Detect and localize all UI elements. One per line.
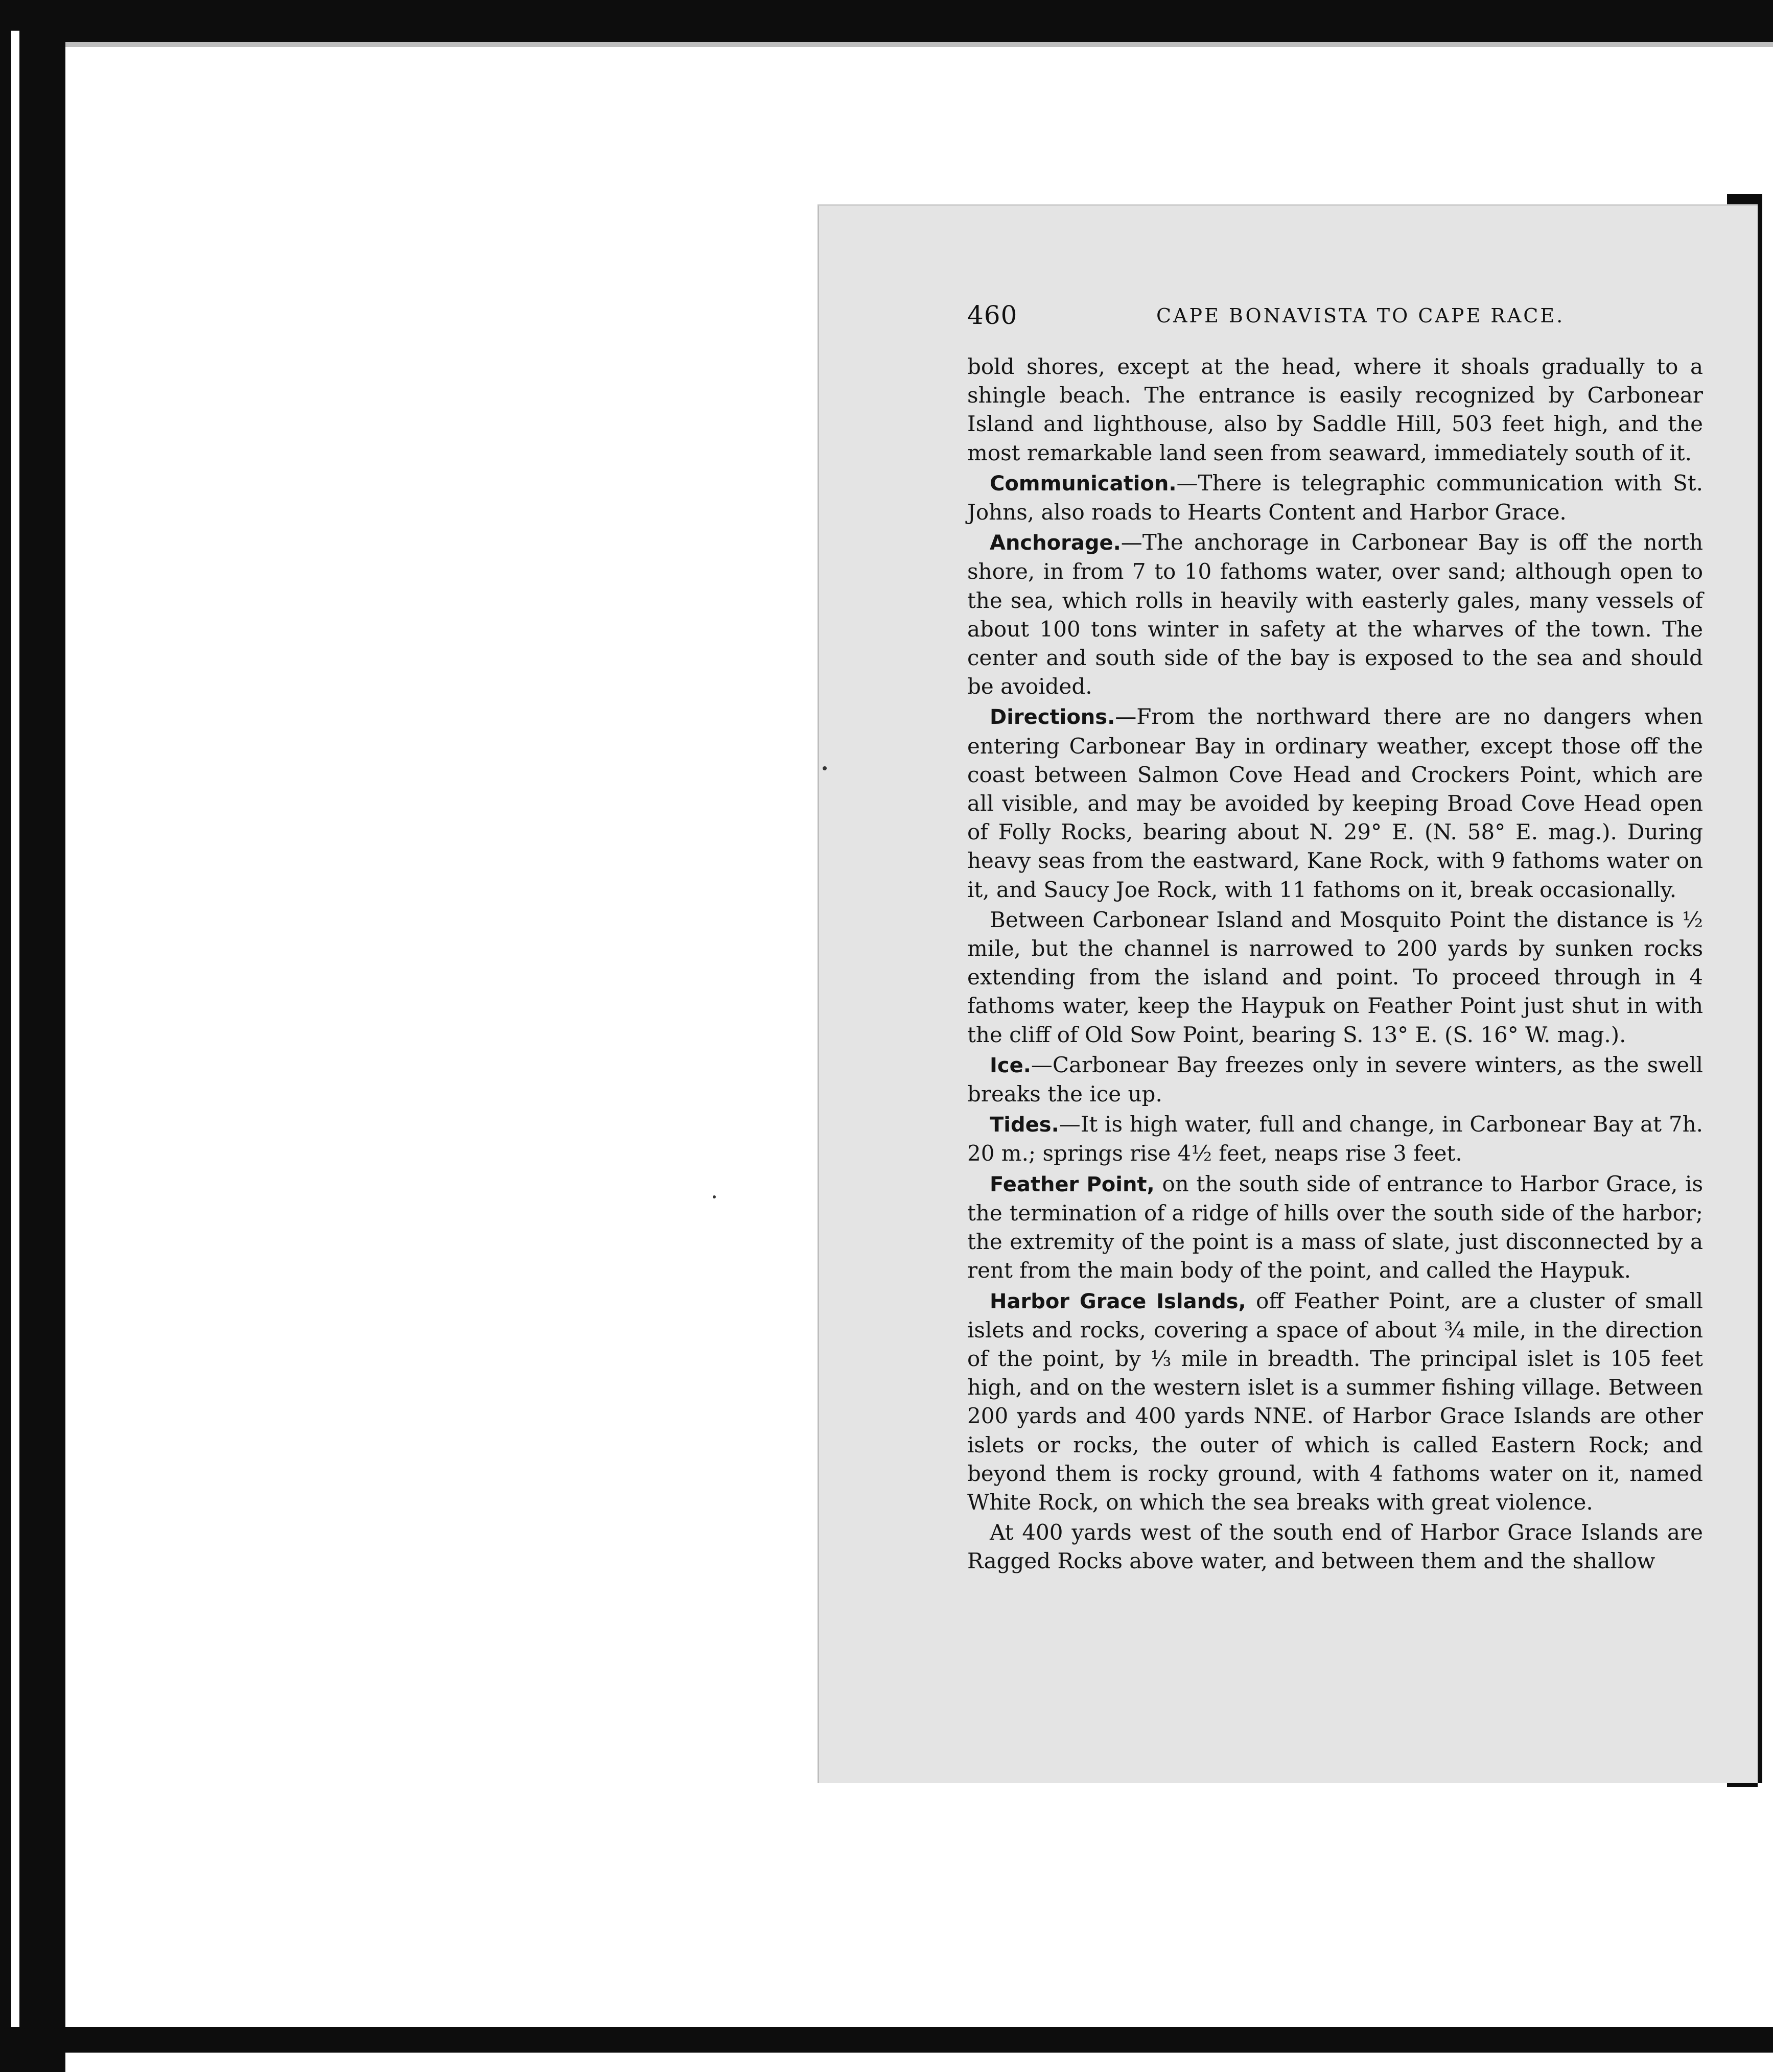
paragraph-text: bold shores, except at the head, where it shoals gradually to a shingle beach. The entrance is easily recognized by Carbonear Island and lighthouse, also by Saddle Hill, 503 feet high, and the most remarkable land seen from seaward, immediately south of it.: [967, 354, 1703, 465]
paragraph-text: —The anchorage in Carbonear Bay is off the north shore, in from 7 to 10 fathoms water, over sand; although open to the sea, which rolls in heavily with easterly gales, many vessels of about 100 tons winter in safety at the wharves of the town. The center and south side of the bay is exposed to the sea and should be avoided.: [967, 530, 1703, 699]
paragraph-heading: Communication.: [990, 472, 1177, 496]
paragraph-text: —It is high water, full and change, in Carbonear Bay at 7h. 20 m.; springs rise 4½ feet, neaps rise 3 feet.: [967, 1112, 1703, 1166]
paragraph-heading: Feather Point,: [990, 1172, 1155, 1196]
film-frame-shadow: [65, 42, 1773, 47]
paragraph: [967, 1170, 1703, 1285]
film-speck: [823, 766, 827, 770]
paragraph-text: on the south side of entrance to Harbor Grace, is the termination of a ridge of hills over the south side of the harbor; the extremity of the point is a mass of slate, just disconnected by a rent from the main body of the point, and called the Haypuk.: [967, 1171, 1703, 1283]
running-title: CAPE BONAVISTA TO CAPE RACE.: [1156, 304, 1565, 327]
film-speck: [713, 1195, 716, 1198]
paragraph: [967, 1051, 1703, 1109]
paragraph: [967, 1110, 1703, 1168]
paragraph-text: —There is telegraphic communication with St. Johns, also roads to Hearts Content and Harbor Grace.: [967, 470, 1703, 525]
paragraph-text: At 400 yards west of the south end of Harbor Grace Islands are Ragged Rocks above water, and between them and the shallow: [967, 1520, 1703, 1574]
body-text: [967, 352, 1703, 1576]
film-frame-top: [0, 0, 1773, 42]
paragraph-text: —Carbonear Bay freezes only in severe winters, as the swell breaks the ice up.: [967, 1052, 1703, 1107]
film-frame-left: [0, 0, 65, 2072]
paragraph: [967, 469, 1703, 527]
paragraph: [967, 702, 1703, 904]
paragraph-heading: Directions.: [990, 705, 1115, 729]
running-head: [967, 300, 1652, 336]
page-number: 460: [967, 300, 1018, 330]
paragraph: [967, 528, 1703, 701]
paragraph-heading: Tides.: [990, 1113, 1059, 1137]
paragraph-text: Between Carbonear Island and Mosquito Point the distance is ½ mile, but the channel is narrowed to 200 yards by sunken rocks extending from the island and point. To proceed through in 4 fathoms water, keep the Haypuk on Feather Point just shut in with the cliff of Old Sow Point, bearing S. 13° E. (S. 16° W. mag.).: [967, 907, 1703, 1047]
paragraph-heading: Ice.: [990, 1053, 1031, 1077]
book-page: [818, 204, 1758, 1783]
paragraph: [967, 906, 1703, 1049]
paragraph-text: —From the northward there are no dangers when entering Carbonear Bay in ordinary weather, except those off the coast between Salmon Cove Head and Crockers Point, which are all visible, and may be avoided by keeping Broad Cove Head open of Folly Rocks, bearing about N. 29° E. (N. 58° E. mag.). During heavy seas from the eastward, Kane Rock, with 9 fathoms water on it, and Saucy Joe Rock, with 11 fathoms on it, break occasionally.: [967, 704, 1703, 902]
paragraph: [967, 1518, 1703, 1575]
film-frame-bottom-strip: [65, 2053, 1773, 2072]
paragraph: [967, 352, 1703, 467]
page-edge-right-top: [1727, 194, 1758, 205]
paragraph: [967, 1287, 1703, 1517]
paragraph-text: off Feather Point, are a cluster of small islets and rocks, covering a space of about ¾ mile, in the direction of the point, by ⅓ mile in breadth. The principal islet is 105 feet high, and on the western islet is a summer fishing village. Between 200 yards and 400 yards NNE. of Harbor Grace Islands are other islets or rocks, the outer of which is called Eastern Rock; and beyond them is rocky ground, with 4 fathoms water on it, named White Rock, on which the sea breaks with great violence.: [967, 1288, 1703, 1515]
paragraph-heading: Harbor Grace Islands,: [990, 1289, 1246, 1313]
film-frame-left-strip: [11, 31, 19, 2043]
paragraph-heading: Anchorage.: [990, 531, 1121, 555]
